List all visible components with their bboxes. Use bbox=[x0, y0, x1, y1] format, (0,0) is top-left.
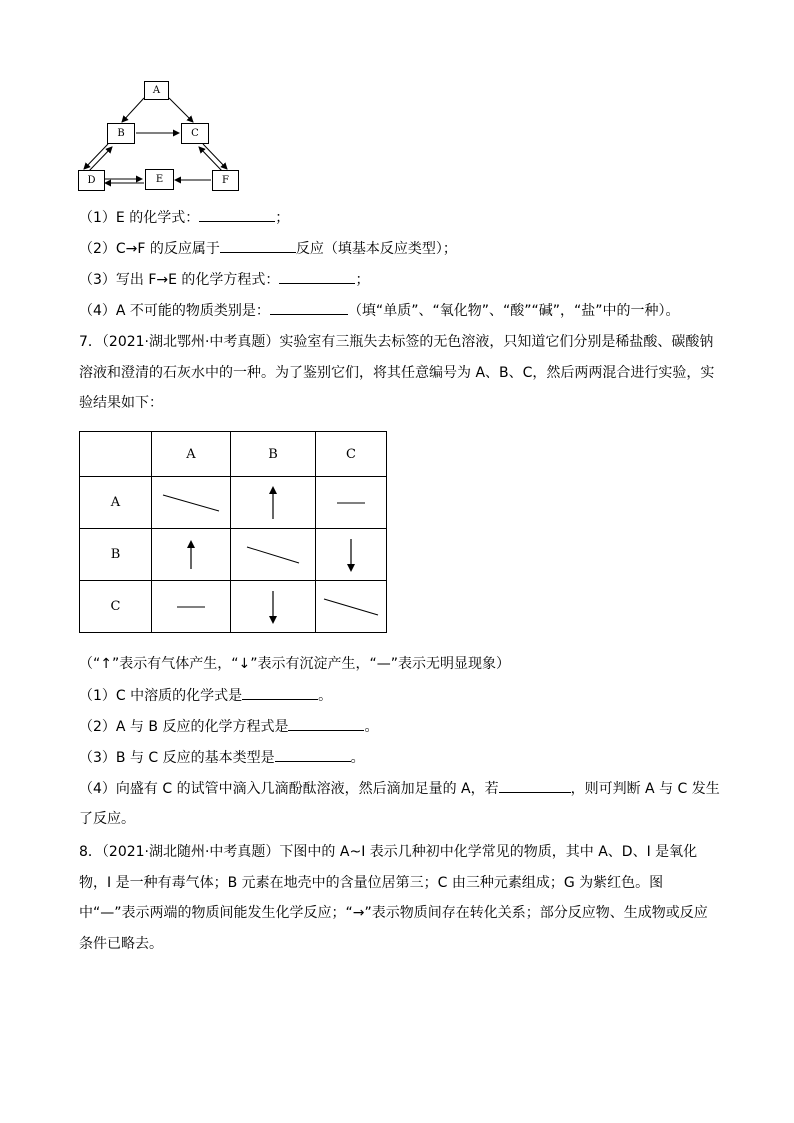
node-b: B bbox=[107, 123, 135, 144]
table-header-b: B bbox=[231, 432, 316, 477]
arrow-d-to-b bbox=[88, 147, 112, 172]
q6-item-2-text: （2）C→F 的反应属于 bbox=[79, 241, 220, 257]
cell-a-c-no-change-dash bbox=[316, 477, 387, 529]
q6-item-2-end: 反应（填基本反应类型）； bbox=[295, 241, 457, 257]
q6-blank-2[interactable] bbox=[220, 238, 296, 253]
q7-item-1-text: （1）C 中溶质的化学式是 bbox=[79, 688, 243, 704]
q7-item-1-end: 。 bbox=[318, 688, 333, 704]
q7-blank-3[interactable] bbox=[275, 747, 351, 762]
q6-item-4-text: （4）A 不可能的物质类别是： bbox=[79, 303, 270, 319]
node-e: E bbox=[145, 169, 174, 190]
table-header-a: A bbox=[152, 432, 231, 477]
q8-text: 8．（2021·湖北随州·中考真题）下图中的 A~I 表示几种初中化学常见的物质，其中 A、D、I 是氧化物，I 是一种有毒气体；B 元素在地壳中的含量位居第三；C 由三种元素组成；G 为紫红色。图中“—”表示两端的物质间能发生化学反应；“→”表示物质间存在转化关系；部分反应物、生成物或反应条件已略去。 bbox=[79, 844, 708, 952]
reaction-diagram bbox=[70, 76, 250, 194]
q7-item-4-text: （4）向盛有 C 的试管中滴入几滴酚酞溶液，然后滴加足量的 A，若 bbox=[79, 781, 499, 797]
node-c: C bbox=[181, 123, 209, 144]
q6-item-4 bbox=[79, 300, 679, 321]
q6-blank-4[interactable] bbox=[270, 300, 348, 315]
cell-c-c-slash bbox=[316, 581, 387, 633]
q7-item-4 bbox=[79, 778, 720, 799]
cell-a-a-slash bbox=[152, 477, 231, 529]
q6-item-3-end: ； bbox=[355, 272, 370, 288]
reaction-table bbox=[79, 431, 387, 633]
table-header-empty bbox=[80, 432, 152, 477]
q6-item-3 bbox=[79, 269, 369, 290]
q7-item-2-end: 。 bbox=[364, 719, 379, 735]
q6-item-1 bbox=[79, 207, 289, 228]
q7-item-1 bbox=[79, 685, 332, 706]
cell-a-b-gas-up-arrow-icon bbox=[231, 477, 316, 529]
arrow-c-to-f bbox=[203, 144, 227, 169]
arrow-a-to-c bbox=[169, 98, 193, 122]
q7-item-2-text: （2）A 与 B 反应的化学方程式是 bbox=[79, 719, 289, 735]
q6-item-2 bbox=[79, 238, 457, 259]
q7-item-3-text: （3）B 与 C 反应的基本类型是 bbox=[79, 750, 275, 766]
arrow-f-to-c bbox=[199, 147, 223, 172]
table-header-c: C bbox=[316, 432, 387, 477]
table-row-label-a: A bbox=[80, 477, 152, 529]
cell-c-b-precipitate-down-arrow-icon bbox=[231, 581, 316, 633]
q6-item-1-text: （1）E 的化学式： bbox=[79, 210, 200, 226]
node-d: D bbox=[78, 170, 105, 191]
q7-item-2 bbox=[79, 716, 378, 737]
q6-blank-1[interactable] bbox=[199, 207, 275, 222]
q6-item-4-end: （填“单质”、“氧化物”、“酸”“碱”，“盐”中的一种）。 bbox=[347, 303, 680, 319]
q7-blank-1[interactable] bbox=[242, 685, 318, 700]
cell-b-c-precipitate-down-arrow-icon bbox=[316, 529, 387, 581]
cell-c-a-no-change-dash bbox=[152, 581, 231, 633]
table-row-label-b: B bbox=[80, 529, 152, 581]
q7-blank-2[interactable] bbox=[288, 716, 364, 731]
table-row-label-c: C bbox=[80, 581, 152, 633]
q6-blank-3[interactable] bbox=[279, 269, 355, 284]
q7-intro: 7．（2021·湖北鄂州·中考真题）实验室有三瓶失去标签的无色溶液，只知道它们分别是稀盐酸、碳酸钠溶液和澄清的石灰水中的一种。为了鉴别它们，将其任意编号为 A、B、C，然后两两混合进行实验，实验结果如下： bbox=[79, 334, 715, 411]
q7-item-3-end: 。 bbox=[350, 750, 365, 766]
arrow-b-to-d bbox=[84, 144, 108, 169]
cell-b-b-slash bbox=[231, 529, 316, 581]
node-a: A bbox=[144, 81, 169, 100]
q7-blank-4[interactable] bbox=[499, 778, 571, 793]
q7-legend: （“↑”表示有气体产生，“↓”表示有沉淀产生，“—”表示无明显现象） bbox=[79, 656, 510, 672]
q6-item-1-end: ； bbox=[275, 210, 290, 226]
q6-item-3-text: （3）写出 F→E 的化学方程式： bbox=[79, 272, 280, 288]
q7-item-3 bbox=[79, 747, 365, 768]
arrow-a-to-b bbox=[122, 98, 144, 122]
q7-item-4-cont: 了反应。 bbox=[79, 811, 135, 827]
q7-item-4-end: ，则可判断 A 与 C 发生 bbox=[570, 781, 720, 797]
cell-b-a-gas-up-arrow-icon bbox=[152, 529, 231, 581]
node-f: F bbox=[212, 170, 239, 191]
